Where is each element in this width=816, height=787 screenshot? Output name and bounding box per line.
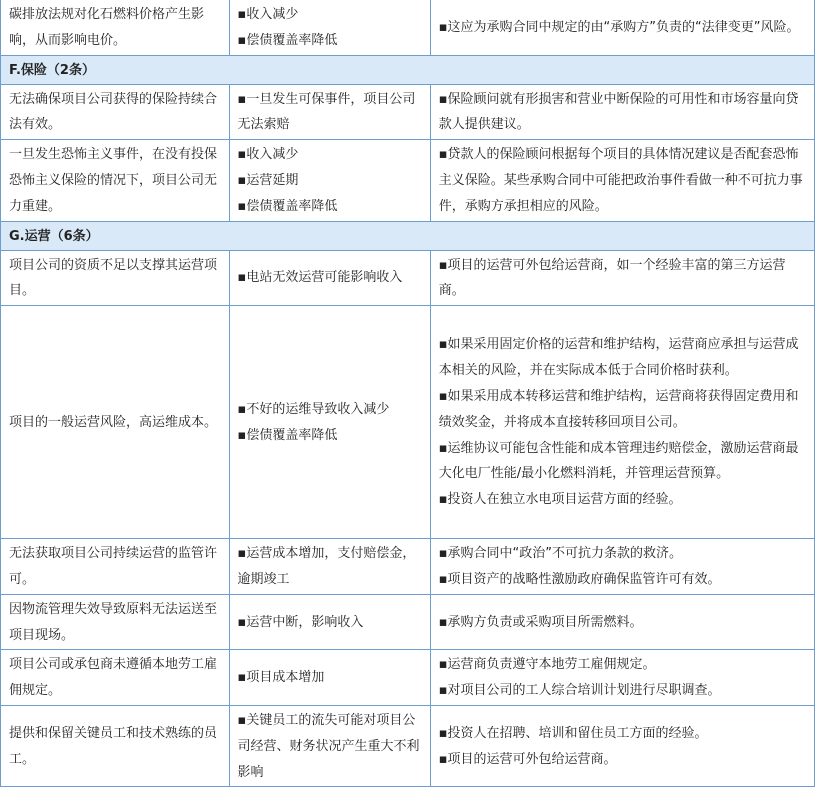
table-row [1, 650, 815, 706]
risk-cell: 项目的一般运营风险，高运维成本。 [1, 306, 230, 539]
risk-cell: 提供和保留关键员工和技术熟练的员工。 [1, 705, 230, 786]
risk-cell: 一旦发生恐怖主义事件，在没有投保恐怖主义保险的情况下，项目公司无力重建。 [1, 140, 230, 221]
mitigation-cell [430, 650, 814, 706]
mitigation-item: ▪如果采用固定价格的运营和维护结构，运营商应承担与运营成本相关的风险，并在实际成本低于合同价格时获利。 [438, 337, 799, 379]
mitigation-item: ▪项目的运营可外包给运营商。 [438, 751, 617, 767]
mitigation-item: ▪如果采用成本转移运营和维护结构，运营商将获得固定费用和绩效奖金，并将成本直接转移回项目公司。 [438, 388, 799, 430]
mitigation-cell [430, 140, 814, 221]
section-title: F.保险（2条） [1, 55, 815, 84]
mitigation-item: ▪保险顾问就有形损害和营业中断保险的可用性和市场容量向贷款人提供建议。 [438, 91, 799, 133]
table-row [1, 0, 815, 55]
mitigation-item: ▪对项目公司的工人综合培训计划进行尽职调查。 [438, 683, 721, 699]
risk-cell: 碳排放法规对化石燃料价格产生影响，从而影响电价。 [1, 0, 230, 55]
table-row [1, 306, 815, 539]
risk-cell: 无法获取项目公司持续运营的监管许可。 [1, 539, 230, 595]
impact-item: ▪不好的运维导致收入减少 [237, 401, 390, 417]
table-row [1, 140, 815, 221]
impact-cell [229, 650, 430, 706]
risk-cell: 项目公司或承包商未遵循本地劳工雇佣规定。 [1, 650, 230, 706]
section-title: G.运营（6条） [1, 221, 815, 250]
impact-item: ▪收入减少 [237, 147, 299, 163]
mitigation-item: ▪承购方负责或采购项目所需燃料。 [438, 614, 643, 630]
impact-item: ▪项目成本增加 [237, 670, 325, 686]
impact-cell [229, 250, 430, 306]
impact-item: ▪运营成本增加，支付赔偿金，逾期竣工 [237, 546, 416, 587]
impact-cell [229, 0, 430, 55]
mitigation-item: ▪运维协议可能包含性能和成本管理违约赔偿金，激励运营商最大化电厂性能/最小化燃料消耗，并管理运营预算。 [438, 440, 799, 482]
table-row [1, 84, 815, 140]
mitigation-item: ▪投资人在独立水电项目运营方面的经验。 [438, 492, 682, 508]
impact-item: ▪运营中断，影响收入 [237, 614, 364, 630]
table-row [1, 539, 815, 595]
mitigation-cell [430, 306, 814, 539]
mitigation-item: ▪承购合同中“政治”不可抗力条款的救济。 [438, 546, 683, 562]
mitigation-cell [430, 594, 814, 650]
mitigation-item: ▪贷款人的保险顾问根据每个项目的具体情况建议是否配套恐怖主义保险。某些承购合同中可能把政治事件看做一种不可抗力事件，承购方承担相应的风险。 [438, 147, 803, 214]
impact-item: ▪偿债覆盖率降低 [237, 427, 338, 443]
risk-table-body [1, 0, 815, 787]
mitigation-cell [430, 250, 814, 306]
mitigation-cell [430, 84, 814, 140]
table-row [1, 250, 815, 306]
mitigation-item: ▪项目资产的战略性激励政府确保监管许可有效。 [438, 571, 721, 587]
table-row [1, 594, 815, 650]
risk-cell: 无法确保项目公司获得的保险持续合法有效。 [1, 84, 230, 140]
risk-cell: 项目公司的资质不足以支撑其运营项目。 [1, 250, 230, 306]
impact-item: ▪电站无效运营可能影响收入 [237, 270, 403, 286]
impact-item: ▪一旦发生可保事件，项目公司无法索赔 [237, 91, 416, 133]
mitigation-item: ▪运营商负责遵守本地劳工雇佣规定。 [438, 657, 656, 673]
mitigation-cell [430, 539, 814, 595]
impact-cell [229, 140, 430, 221]
impact-item: ▪偿债覆盖率降低 [237, 198, 338, 214]
mitigation-cell [430, 0, 814, 55]
impact-item: ▪偿债覆盖率降低 [237, 32, 338, 48]
mitigation-item: ▪这应为承购合同中规定的由“承购方”负责的“法律变更”风险。 [438, 19, 800, 35]
impact-item: ▪运营延期 [237, 172, 299, 188]
impact-item: ▪收入减少 [237, 7, 299, 22]
mitigation-item: ▪项目的运营可外包给运营商，如一个经验丰富的第三方运营商。 [438, 257, 786, 299]
impact-cell [229, 594, 430, 650]
impact-item: ▪关键员工的流失可能对项目公司经营、财务状况产生重大不利影响 [237, 712, 420, 780]
impact-cell [229, 84, 430, 140]
section-header-row [1, 221, 815, 250]
mitigation-item: ▪投资人在招聘、培训和留住员工方面的经验。 [438, 725, 708, 741]
section-header-row [1, 55, 815, 84]
risk-cell: 因物流管理失效导致原料无法运送至项目现场。 [1, 594, 230, 650]
impact-cell [229, 306, 430, 539]
impact-cell [229, 539, 430, 595]
